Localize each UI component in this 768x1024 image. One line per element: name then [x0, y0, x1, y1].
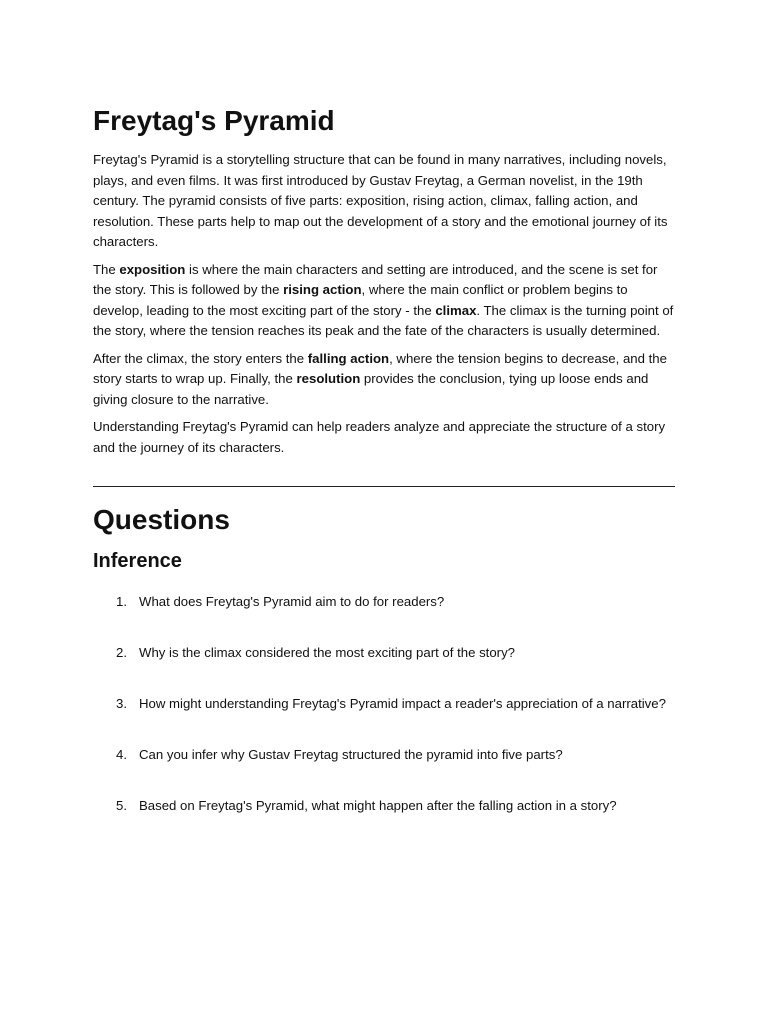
falling-action-paragraph: [93, 349, 675, 411]
question-text: Why is the climax considered the most exciting part of the story?: [139, 645, 516, 660]
paragraph-text: . The climax is the turning point of the story, where the tension reaches its peak and the fate of the characters is usually determined.: [93, 302, 674, 338]
term-exposition: exposition: [119, 261, 186, 277]
paragraph-text: , where the main conflict or problem begins to develop, leading to the most exciting part of the story - the: [93, 282, 628, 318]
paragraph-text: is where the main characters and setting are introduced, and the scene is set for the story. This is followed by the: [93, 261, 658, 297]
paragraph-text: provides the conclusion, tying up loose ends and giving closure to the narrative.: [93, 371, 649, 407]
question-list: [93, 579, 675, 828]
question-number: 2.: [116, 645, 127, 660]
term-resolution: resolution: [296, 371, 361, 386]
paragraph-text: The: [93, 261, 120, 277]
question-item: [93, 732, 675, 777]
question-item: [93, 579, 675, 624]
exposition-paragraph: [93, 260, 675, 342]
question-number: 4.: [116, 747, 127, 762]
question-text: Can you infer why Gustav Freytag structured the pyramid into five parts?: [139, 747, 563, 762]
term-climax: climax: [435, 302, 477, 318]
inference-heading: Inference: [93, 550, 182, 572]
question-number: 1.: [116, 594, 127, 609]
question-number: 3.: [116, 696, 127, 711]
question-item: [93, 681, 675, 726]
question-text: What does Freytag's Pyramid aim to do for readers?: [139, 594, 445, 609]
term-falling-action: falling action: [307, 350, 390, 366]
page-title: Freytag's Pyramid: [93, 105, 335, 136]
question-item: [93, 630, 675, 675]
question-number: 5.: [116, 798, 127, 813]
paragraph-text: , where the tension begins to decrease, and the story starts to wrap up. Finally, the: [93, 350, 667, 386]
intro-paragraph: Freytag's Pyramid is a storytelling structure that can be found in many narratives, including novels, plays, and even films. It was first introduced by Gustav Freytag, a German novelist, in the 19th century. The pyramid consists of five parts: exposition, rising action, climax, falling action, and resolution. These parts help to map out the development of a story and the emotional journey of its characters.: [93, 152, 668, 249]
question-text: Based on Freytag's Pyramid, what might happen after the falling action in a story?: [139, 798, 617, 813]
question-text: How might understanding Freytag's Pyramid impact a reader's appreciation of a narrative?: [139, 696, 666, 711]
term-rising-action: rising action: [283, 282, 362, 297]
summary-paragraph: Understanding Freytag's Pyramid can help readers analyze and appreciate the structure of a story and the journey of its characters.: [93, 419, 666, 455]
question-item: [93, 783, 675, 828]
section-divider: [93, 486, 675, 487]
questions-heading: Questions: [93, 504, 230, 535]
paragraph-text: After the climax, the story enters the: [93, 350, 308, 366]
